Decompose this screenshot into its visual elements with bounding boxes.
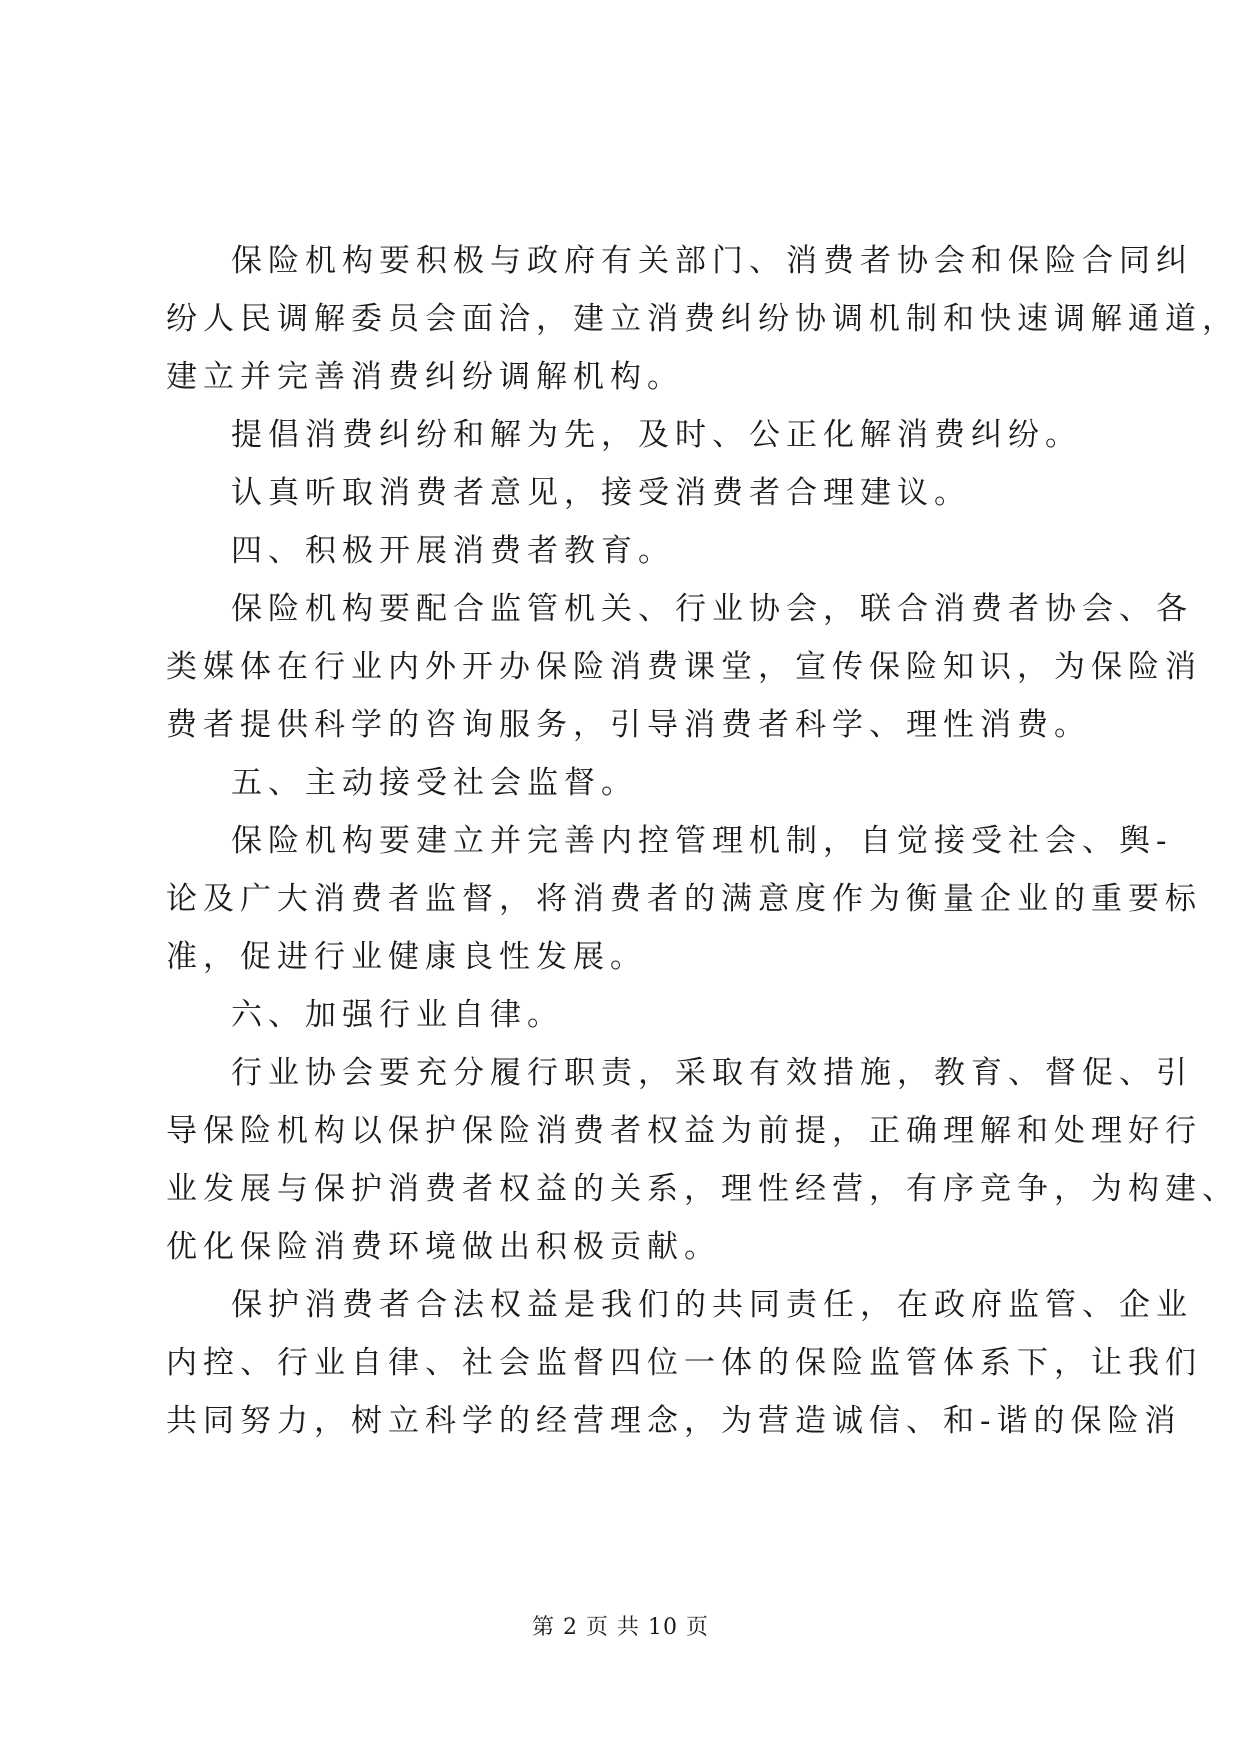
- page-footer: [0, 1610, 1241, 1641]
- text-line: 优化保险消费环境做出积极贡献。: [166, 1229, 721, 1265]
- text-line: 四、积极开展消费者教育。: [231, 533, 675, 569]
- document-body: [166, 232, 1239, 1450]
- text-line: 提倡消费纠纷和解为先，及时、公正化解消费纠纷。: [231, 417, 1082, 453]
- text-line: 内控、行业自律、社会监督四位一体的保险监管体系下，让我们: [166, 1345, 1202, 1381]
- section-heading: [166, 754, 1086, 812]
- section-heading: [166, 522, 1086, 580]
- paragraph: [166, 1044, 1239, 1276]
- paragraph: [166, 406, 1086, 464]
- text-line: 共同努力，树立科学的经营理念，为营造诚信、和-谐的保险消: [166, 1403, 1182, 1439]
- text-line: 论及广大消费者监督，将消费者的满意度作为衡量企业的重要标: [166, 881, 1202, 917]
- text-line: 准，促进行业健康良性发展。: [166, 939, 647, 975]
- text-line: 导保险机构以保护保险消费者权益为前提，正确理解和处理好行: [166, 1113, 1202, 1149]
- paragraph: [166, 232, 1239, 406]
- text-line: 业发展与保护消费者权益的关系，理性经营，有序竞争，为构建、: [166, 1171, 1239, 1207]
- page-number: 第 2 页 共 10 页: [532, 1615, 709, 1640]
- text-line: 保险机构要积极与政府有关部门、消费者协会和保险合同纠: [231, 243, 1193, 279]
- text-line: 类媒体在行业内外开办保险消费课堂，宣传保险知识，为保险消: [166, 649, 1202, 685]
- text-line: 认真听取消费者意见，接受消费者合理建议。: [231, 475, 971, 511]
- section-heading: [166, 986, 1086, 1044]
- text-line: 五、主动接受社会监督。: [231, 765, 638, 801]
- paragraph: [166, 464, 1086, 522]
- text-line: 保险机构要配合监管机关、行业协会，联合消费者协会、各: [231, 591, 1193, 627]
- text-line: 保护消费者合法权益是我们的共同责任，在政府监管、企业: [231, 1287, 1193, 1323]
- text-line: 六、加强行业自律。: [231, 997, 564, 1033]
- text-line: 行业协会要充分履行职责，采取有效措施，教育、督促、引: [231, 1055, 1193, 1091]
- paragraph: [166, 580, 1202, 754]
- paragraph: [166, 812, 1202, 986]
- paragraph: [166, 1276, 1202, 1450]
- text-line: 建立并完善消费纠纷调解机构。: [166, 359, 684, 395]
- text-line: 纷人民调解委员会面洽，建立消费纠纷协调机制和快速调解通道，: [166, 301, 1239, 337]
- text-line: 费者提供科学的咨询服务，引导消费者科学、理性消费。: [166, 707, 1091, 743]
- text-line: 保险机构要建立并完善内控管理机制，自觉接受社会、舆-: [231, 823, 1173, 859]
